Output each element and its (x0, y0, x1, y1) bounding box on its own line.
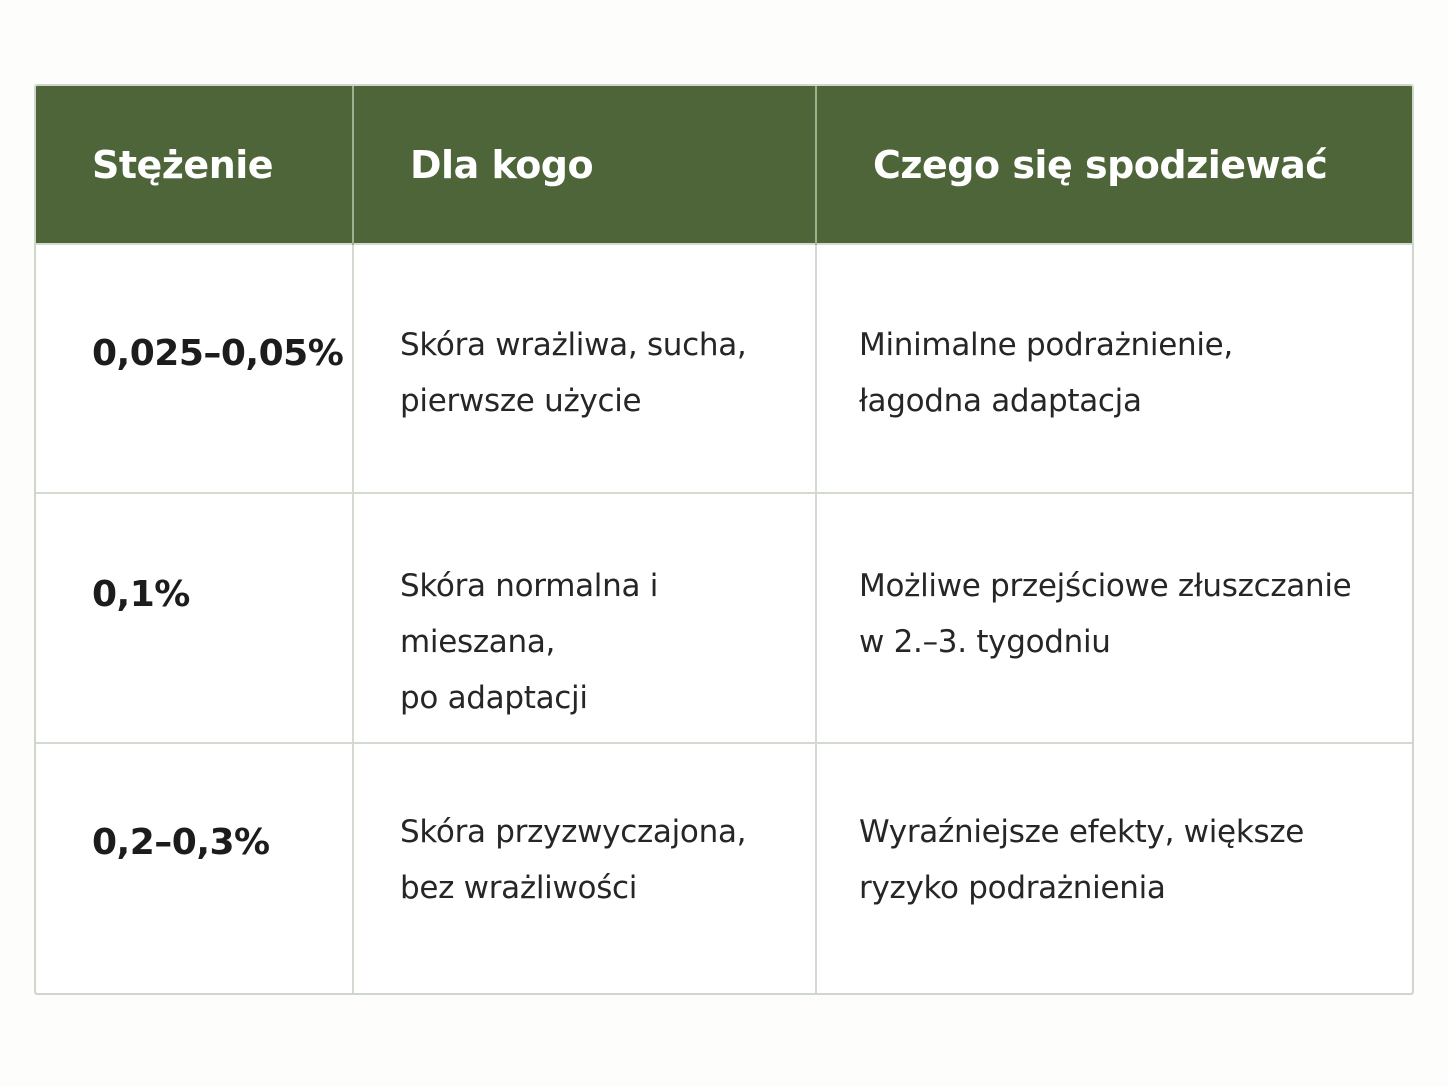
cell-what-to-expect (816, 244, 1412, 493)
concentration-value: 0,1% (92, 574, 190, 615)
expect-text: Wyraźniejsze efekty, większe ryzyko podrażnienia (859, 814, 1305, 906)
for-whom-text: Skóra wrażliwa, sucha, pierwsze użycie (400, 327, 747, 419)
header-label: Czego się spodziewać (873, 142, 1328, 187)
concentration-table (34, 84, 1414, 995)
table-row (36, 743, 1412, 993)
cell-concentration (36, 244, 353, 493)
header-concentration (36, 86, 353, 244)
cell-concentration (36, 493, 353, 743)
cell-for-whom (353, 743, 816, 993)
header-what-to-expect (816, 86, 1412, 244)
expect-text: Możliwe przejściowe złuszczanie w 2.–3. tygodniu (859, 568, 1352, 660)
for-whom-text: Skóra przyzwyczajona, bez wrażliwości (400, 814, 747, 906)
data-table (36, 86, 1412, 993)
cell-for-whom (353, 244, 816, 493)
cell-for-whom (353, 493, 816, 743)
expect-text: Minimalne podrażnienie, łagodna adaptacja (859, 327, 1233, 419)
concentration-value: 0,2–0,3% (92, 822, 270, 863)
cell-what-to-expect (816, 743, 1412, 993)
cell-concentration (36, 743, 353, 993)
header-for-whom (353, 86, 816, 244)
table-row (36, 493, 1412, 743)
table-row (36, 244, 1412, 493)
for-whom-text: Skóra normalna i mieszana, po adaptacji (400, 568, 659, 716)
concentration-value: 0,025–0,05% (92, 333, 344, 374)
table-header-row (36, 86, 1412, 244)
header-label: Stężenie (92, 142, 274, 187)
cell-what-to-expect (816, 493, 1412, 743)
header-label: Dla kogo (410, 142, 594, 187)
